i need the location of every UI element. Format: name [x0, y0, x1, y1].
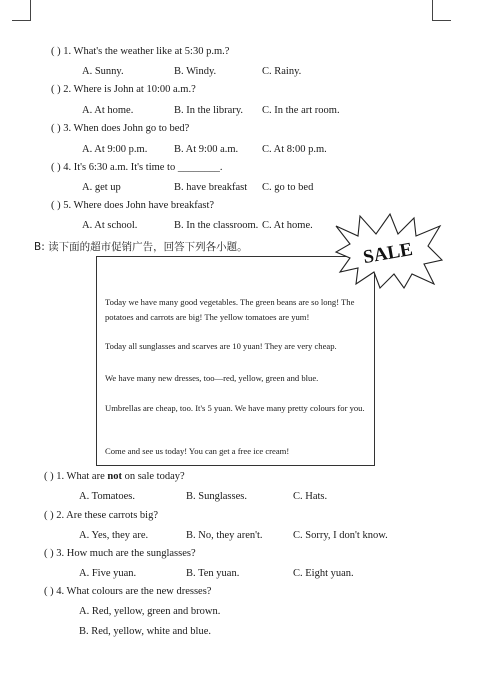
question-b2: ( ) 2. Are these carrots big?	[44, 510, 158, 521]
question-b2-option-a: A. Yes, they are.	[79, 530, 149, 541]
question-a3-option-a: A. At 9:00 p.m.	[82, 144, 148, 155]
question-b1-pre: ( ) 1. What are	[44, 471, 108, 482]
question-a2-option-b: B. In the library.	[174, 105, 244, 116]
question-b1-emphasis: not	[107, 471, 122, 482]
question-b3-option-a: A. Five yuan.	[79, 568, 137, 579]
question-b1	[44, 471, 185, 482]
question-a3-option-c: C. At 8:00 p.m.	[262, 144, 327, 155]
ad-closing: Come and see us today! You can get a free ice cream!	[105, 446, 290, 456]
question-b3-option-c: C. Eight yuan.	[293, 568, 354, 579]
question-b1-post: on sale today?	[121, 471, 185, 482]
question-a1-option-b: B. Windy.	[174, 66, 217, 77]
question-a5-option-a: A. At school.	[82, 220, 138, 231]
question-a5: ( ) 5. Where does John have breakfast?	[51, 200, 215, 211]
question-a3-option-b: B. At 9:00 a.m.	[174, 144, 239, 155]
corner-mark-left-h	[12, 20, 31, 21]
sale-burst-icon	[334, 212, 444, 290]
section-b-heading: B: 读下面的超市促销广告，回答下列各小题。	[34, 241, 248, 253]
ad-dresses: We have many new dresses, too—red, yellow, green and blue.	[105, 373, 319, 383]
sale-label: SALE	[361, 238, 415, 269]
question-b1-option-c: C. Hats.	[293, 491, 328, 502]
question-a2-option-a: A. At home.	[82, 105, 134, 116]
question-b3-option-b: B. Ten yuan.	[186, 568, 240, 579]
question-a3: ( ) 3. When does John go to bed?	[51, 123, 190, 134]
question-a5-option-c: C. At home.	[262, 220, 313, 231]
question-a4-option-a: A. get up	[82, 182, 121, 193]
question-a4-option-b: B. have breakfast	[174, 182, 248, 193]
question-a1-option-a: A. Sunny.	[82, 66, 124, 77]
question-a2: ( ) 2. Where is John at 10:00 a.m.?	[51, 84, 196, 95]
question-a5-option-b: B. In the classroom.	[174, 220, 259, 231]
question-a2-option-c: C. In the art room.	[262, 105, 340, 116]
question-a1-option-c: C. Rainy.	[262, 66, 302, 77]
question-b1-option-b: B. Sunglasses.	[186, 491, 247, 502]
question-a4-option-c: C. go to bed	[262, 182, 314, 193]
question-a4: ( ) 4. It's 6:30 a.m. It's time to ________.	[51, 162, 223, 173]
ad-vegetables: Today we have many good vegetables. The green beans are so long! The potatoes and carrots are big! The yellow tomatoes are yum!	[105, 297, 355, 322]
question-b4-option-b: B. Red, yellow, white and blue.	[79, 626, 212, 637]
question-b3: ( ) 3. How much are the sunglasses?	[44, 548, 196, 559]
question-b4: ( ) 4. What colours are the new dresses?	[44, 586, 212, 597]
question-b2-option-c: C. Sorry, I don't know.	[293, 530, 388, 541]
ad-umbrellas: Umbrellas are cheap, too. It's 5 yuan. We have many pretty colours for you.	[105, 403, 365, 413]
question-b1-option-a: A. Tomatoes.	[79, 491, 135, 502]
question-a1: ( ) 1. What's the weather like at 5:30 p.m.?	[51, 46, 230, 57]
corner-mark-left-v	[30, 0, 31, 20]
corner-mark-right-v	[432, 0, 433, 20]
question-b4-option-a: A. Red, yellow, green and brown.	[79, 606, 221, 617]
ad-sunglasses: Today all sunglasses and scarves are 10 yuan! They are very cheap.	[105, 341, 337, 351]
question-b2-option-b: B. No, they aren't.	[186, 530, 263, 541]
corner-mark-right-h	[432, 20, 451, 21]
